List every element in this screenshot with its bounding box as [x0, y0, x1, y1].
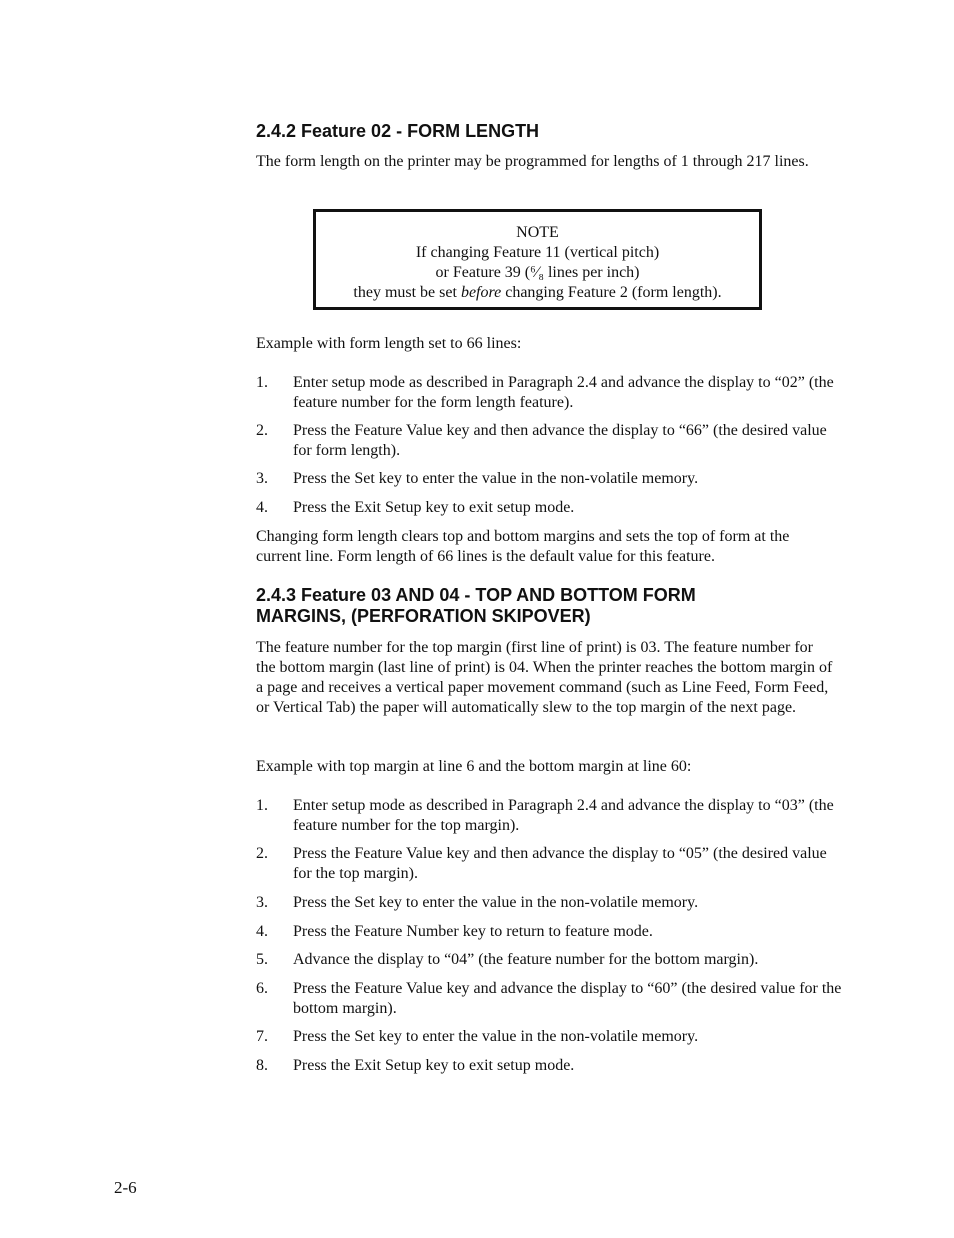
note-line-3-pre: they must be set [353, 284, 461, 301]
note-line-3 [316, 283, 759, 303]
margins-example: Example with top margin at line 6 and the bottom margin at line 60: [256, 758, 692, 775]
note-line-1: If changing Feature 11 (vertical pitch) [415, 244, 660, 261]
list-item-text: Press the Exit Setup key to exit setup mode. [293, 1057, 575, 1074]
list-item-number: 4. [256, 923, 268, 940]
section-heading-form-length: 2.4.2 Feature 02 - FORM LENGTH [256, 121, 540, 141]
list-item-number: 7. [256, 1028, 268, 1045]
section-heading-margins-line-1: 2.4.3 Feature 03 AND 04 - TOP AND BOTTOM FORM [256, 585, 696, 605]
note-line-2-fraction: ⁶⁄₈ [530, 264, 544, 281]
list-item-text: Press the Set key to enter the value in the non-volatile memory. [293, 894, 699, 911]
note-line-3-post: changing Feature 2 (form length). [501, 284, 722, 301]
list-item-text: Press the Feature Value key and advance the display to “60” (the desired value for the bottom margin). [293, 980, 842, 1017]
note-line-2-pre: or Feature 39 ( [435, 264, 531, 281]
note-line-3-emphasis: before [460, 284, 502, 301]
list-item-text: Advance the display to “04” (the feature number for the bottom margin). [293, 951, 759, 968]
page-number: 2-6 [114, 1178, 137, 1197]
form-length-example: Example with form length set to 66 lines: [256, 335, 522, 352]
list-item-number: 1. [256, 374, 268, 391]
list-item-number: 1. [256, 797, 268, 814]
list-item-number: 4. [256, 499, 268, 516]
list-item-text: Press the Feature Value key and then advance the display to “05” (the desired value for the top margin). [293, 845, 827, 882]
list-item-number: 6. [256, 980, 268, 997]
note-box [313, 209, 762, 310]
list-item-number: 2. [256, 422, 268, 439]
note-line-2 [316, 263, 759, 283]
list-item-text: Enter setup mode as described in Paragraph 2.4 and advance the display to “03” (the feature number for the top margin). [293, 797, 834, 834]
note-title: NOTE [516, 224, 559, 241]
margins-intro: The feature number for the top margin (first line of print) is 03. The feature number for the bottom margin (last line of print) is 04. When the printer reaches the bottom margin of a page and receives a vertical paper movement command (such as Line Feed, Form Feed, or Vertical Tab) the paper will automatically slew to the top margin of the next page. [256, 639, 833, 716]
list-item-number: 3. [256, 894, 268, 911]
section-heading-margins-line-2: MARGINS, (PERFORATION SKIPOVER) [256, 606, 591, 626]
list-item-text: Press the Set key to enter the value in the non-volatile memory. [293, 1028, 699, 1045]
list-item-number: 8. [256, 1057, 268, 1074]
form-length-intro: The form length on the printer may be programmed for lengths of 1 through 217 lines. [256, 153, 809, 170]
list-item-text: Press the Set key to enter the value in the non-volatile memory. [293, 470, 699, 487]
form-length-closing: Changing form length clears top and bottom margins and sets the top of form at the current line. Form length of 66 lines is the default value for this feature. [256, 528, 790, 565]
note-line-2-post: lines per inch) [543, 264, 640, 281]
list-item-number: 5. [256, 951, 268, 968]
list-item-number: 3. [256, 470, 268, 487]
list-item-text: Press the Feature Number key to return to feature mode. [293, 923, 653, 940]
list-item-text: Press the Feature Value key and then advance the display to “66” (the desired value for form length). [293, 422, 827, 459]
list-item-text: Press the Exit Setup key to exit setup mode. [293, 499, 575, 516]
list-item-text: Enter setup mode as described in Paragraph 2.4 and advance the display to “02” (the feature number for the form length feature). [293, 374, 834, 411]
list-item-number: 2. [256, 845, 268, 862]
